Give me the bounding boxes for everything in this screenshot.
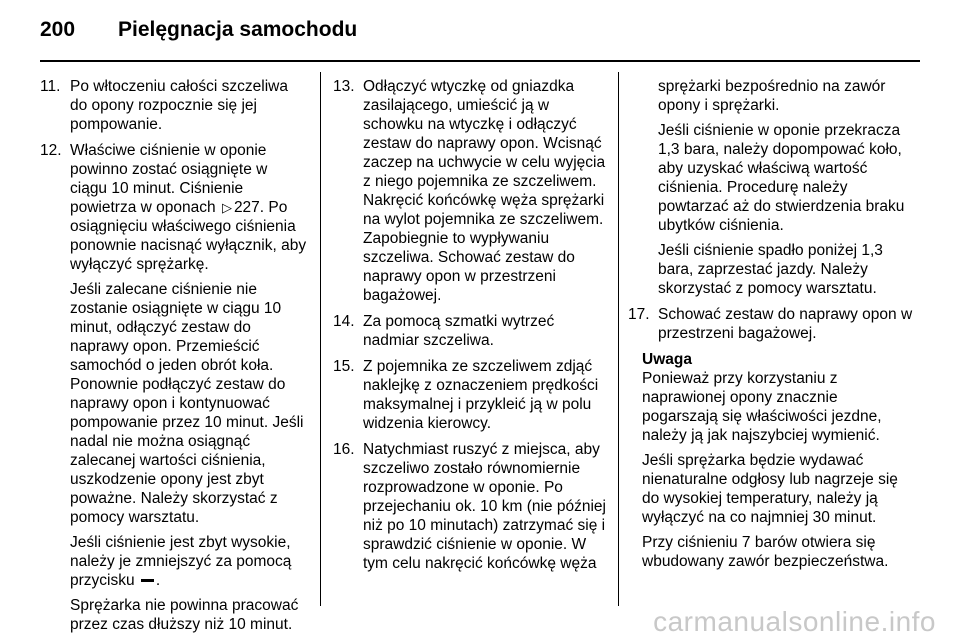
item-number: 16. (333, 441, 355, 458)
minus-button-icon (141, 579, 154, 582)
item-text: Za pomocą szmatki wytrzeć nadmiar szczeliwa. (363, 313, 555, 349)
page-header (40, 18, 357, 48)
page-number: 200 (40, 18, 76, 41)
column-1 (40, 77, 308, 641)
item-text: sprężarki bezpośrednio na zawór opony i sprężarki. (658, 78, 886, 114)
item-text: Odłączyć wtyczkę od gniazdka zasilającego, umieścić ją w schowku na wtyczkę i odłączyć zestaw do naprawy opon. Wcisnąć zaczep na uchwycie w celu wyjęcia z niego pojemnika ze szczeliwem. Nakręcić końcówkę węża sprężarki na wylot pojemnika ze szczeliwem. Zapobiegnie to wypływaniu szczeliwa. Schować zestaw do naprawy opon w przestrzeni bagażowej. (363, 78, 606, 304)
column-divider-1 (320, 72, 321, 606)
note-paragraph: Ponieważ przy korzystaniu z naprawionej opony znacznie pogarszają się właściwości jezdne, należy ją jak najszybciej wymienić. (642, 370, 882, 444)
item-paragraph: Jeśli zalecane ciśnienie nie zostanie osiągnięte w ciągu 10 minut, odłączyć zestaw do naprawy opon. Przemieścić samochód o jeden obrót koła. Ponownie podłączyć zestaw do naprawy opon i kontynuować pompowanie przez 10 minut. Jeśli nadal nie można osiągnąć zalecanej wartości ciśnienia, uszkodzenie opony jest zbyt poważne. Należy skorzystać z pomocy warsztatu. (70, 281, 304, 526)
item-paragraph: Jeśli ciśnienie spadło poniżej 1,3 bara, zaprzestać jazdy. Należy skorzystać z pomocy warsztatu. (658, 242, 883, 297)
list-item-13 (333, 77, 608, 305)
watermark: carmanualsonline.info (653, 606, 936, 637)
list-item-15 (333, 357, 608, 433)
page-title: Pielęgnacja samochodu (118, 18, 358, 41)
note-paragraph: Przy ciśnieniu 7 barów otwiera się wbudowany zawór bezpieczeństwa. (642, 534, 889, 570)
item-text: Z pojemnika ze szczeliwem zdjąć naklejkę z oznaczeniem prędkości maksymalnej i przykleić ją w polu widzenia kierowcy. (363, 358, 599, 432)
list-item-12 (40, 141, 308, 634)
item-number: 14. (333, 313, 355, 330)
list-item-16 (333, 440, 608, 573)
note-title: Uwaga (642, 351, 692, 368)
item-number: 12. (40, 142, 62, 159)
item-number: 15. (333, 358, 355, 375)
column-divider-2 (618, 72, 619, 606)
item-text-part: 227. Po osiągnięciu właściwego ciśnienia ponownie nacisnąć wyłącznik, aby wyłączyć sprężarkę. (70, 199, 307, 273)
note-box (628, 350, 914, 571)
item-text: Schować zestaw do naprawy opon w przestrzeni bagażowej. (658, 306, 913, 342)
item-text-part: Właściwe ciśnienie w oponie powinno zostać osiągnięte w ciągu 10 minut. Ciśnienie powietrza w oponach (70, 142, 268, 216)
item-number: 13. (333, 78, 355, 95)
item-text-part: . (155, 572, 161, 589)
header-rule (40, 60, 920, 62)
list-item-17 (628, 305, 914, 343)
item-text (70, 141, 308, 274)
list-item-11 (40, 77, 308, 134)
list-item-14 (333, 312, 608, 350)
item-paragraph: Jeśli ciśnienie w oponie przekracza 1,3 bara, należy dopompować koło, aby uzyskać właściwą wartość ciśnienia. Procedurę należy powtarzać aż do stwierdzenia braku ubytków ciśnienia. (658, 122, 905, 234)
item-text: Natychmiast ruszyć z miejsca, aby szczeliwo zostało równomiernie rozprowadzone w oponie. Po przejechaniu ok. 10 km (nie później niż po 10 minutach) zatrzymać się i sprawdzić ciśnienie w oponie. W tym celu nakręcić końcówkę węża (363, 441, 606, 572)
item-text-part: Jeśli ciśnienie jest zbyt wysokie, należy je zmniejszyć za pomocą przycisku (70, 534, 292, 589)
page-reference-arrow-icon[interactable]: ▷ (221, 200, 232, 215)
column-2 (333, 77, 608, 580)
item-number: 11. (40, 78, 61, 95)
column-3 (628, 77, 914, 571)
item-text: Po włtoczeniu całości szczeliwa do opony rozpocznie się jej pompowanie. (70, 78, 288, 133)
item-paragraph: Sprężarka nie powinna pracować przez czas dłuższy niż 10 minut. (70, 597, 299, 633)
item-paragraph (70, 533, 308, 590)
item-number: 17. (628, 306, 650, 323)
note-paragraph: Jeśli sprężarka będzie wydawać nienaturalne odgłosy lub nagrzeje się do wysokiej temperatury, należy ją wyłączyć na co najmniej 30 minut. (642, 452, 898, 526)
list-item-16-continued (628, 77, 914, 298)
